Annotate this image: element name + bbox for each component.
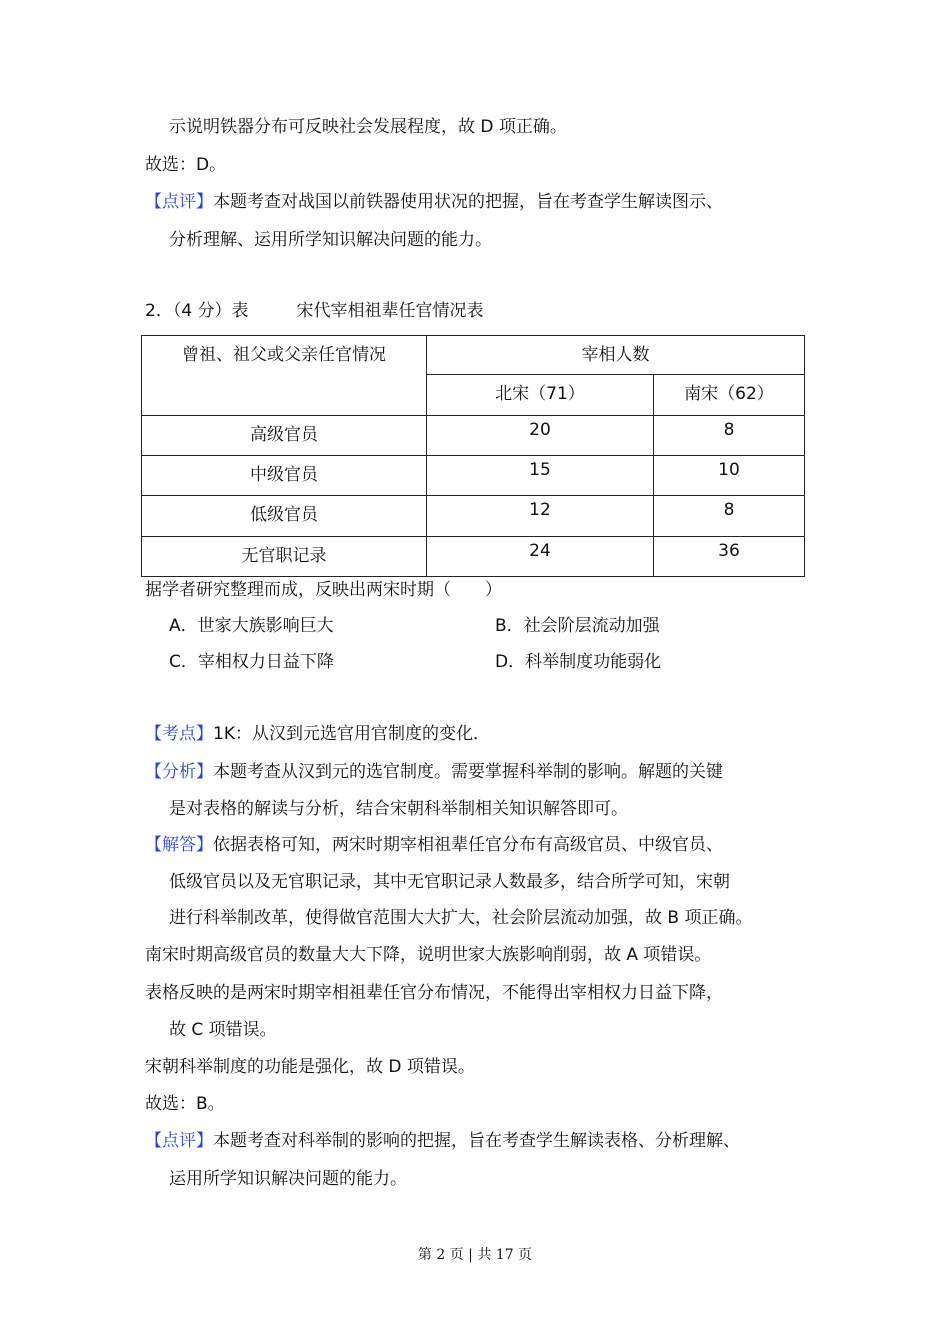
row-label: 高级官员 <box>142 416 427 456</box>
jieda-line <box>145 834 723 856</box>
option-d: D．科举制度功能弱化 <box>495 652 662 672</box>
question-title <box>145 300 484 322</box>
text-line: 表格反映的是两宋时期宰相祖辈任官分布情况，不能得出宰相权力日益下降， <box>145 983 723 1003</box>
cell-north: 12 <box>427 496 654 537</box>
comment-line <box>145 191 723 213</box>
text-line: 分析理解、运用所学知识解决问题的能力。 <box>169 230 492 250</box>
answer-line: 故选：B。 <box>145 1094 225 1114</box>
header-left: 曾祖、祖父或父亲任官情况 <box>142 336 427 416</box>
row-label: 无官职记录 <box>142 537 427 577</box>
dianping-tag: 【点评】 <box>145 1131 213 1151</box>
question-stem: 据学者研究整理而成，反映出两宋时期（ ） <box>145 580 502 600</box>
fenxi-line <box>145 761 723 783</box>
table-row <box>142 537 805 577</box>
text-line: 示说明铁器分布可反映社会发展程度，故 D 项正确。 <box>169 117 567 137</box>
dianping-line <box>145 1130 740 1152</box>
question-number: 2．（4 分）表 <box>145 301 249 321</box>
cell-south: 10 <box>654 456 805 496</box>
table-row <box>142 496 805 537</box>
option-a: A．世家大族影响巨大 <box>169 616 334 636</box>
cell-north: 20 <box>427 416 654 456</box>
text-line: 进行科举制改革，使得做官范围大大扩大，社会阶层流动加强，故 B 项正确。 <box>169 908 753 928</box>
answer-line: 故选：D。 <box>145 155 227 175</box>
jieda-tag: 【解答】 <box>145 835 213 855</box>
cell-south: 36 <box>654 537 805 577</box>
row-label: 中级官员 <box>142 456 427 496</box>
option-c: C．宰相权力日益下降 <box>169 652 334 672</box>
text-line: 宋朝科举制度的功能是强化，故 D 项错误。 <box>145 1057 475 1077</box>
header-group: 宰相人数 <box>427 336 805 375</box>
comment-tag: 【点评】 <box>145 192 213 212</box>
text-line: 南宋时期高级官员的数量大大下降，说明世家大族影响削弱，故 A 项错误。 <box>145 945 712 965</box>
kaodian-line <box>145 723 490 745</box>
text-line: 故 C 项错误。 <box>169 1020 277 1040</box>
table-row <box>142 416 805 456</box>
cell-north: 15 <box>427 456 654 496</box>
row-label: 低级官员 <box>142 496 427 537</box>
jieda-text: 依据表格可知，两宋时期宰相祖辈任官分布有高级官员、中级官员、 <box>213 835 723 855</box>
table-title: 宋代宰相祖辈任官情况表 <box>296 301 484 321</box>
kaodian-tag: 【考点】 <box>145 724 213 744</box>
cell-south: 8 <box>654 416 805 456</box>
data-table <box>141 335 805 577</box>
comment-text: 本题考查对战国以前铁器使用状况的把握，旨在考查学生解读图示、 <box>213 192 723 212</box>
sub-header-north: 北宋（71） <box>427 375 654 416</box>
table-row <box>142 456 805 496</box>
text-line: 低级官员以及无官职记录，其中无官职记录人数最多，结合所学可知，宋朝 <box>169 872 730 892</box>
sub-header-south: 南宋（62） <box>654 375 805 416</box>
kaodian-text: 1K：从汉到元选官用官制度的变化． <box>213 724 490 744</box>
cell-south: 8 <box>654 496 805 537</box>
fenxi-text: 本题考查从汉到元的选官制度。需要掌握科举制的影响。解题的关键 <box>213 762 723 782</box>
dianping-text: 本题考查对科举制的影响的把握，旨在考查学生解读表格、分析理解、 <box>213 1131 740 1151</box>
option-b: B．社会阶层流动加强 <box>495 616 660 636</box>
text-line: 是对表格的解读与分析，结合宋朝科举制相关知识解答即可。 <box>169 799 628 819</box>
text-line: 运用所学知识解决问题的能力。 <box>169 1169 407 1189</box>
fenxi-tag: 【分析】 <box>145 762 213 782</box>
cell-north: 24 <box>427 537 654 577</box>
page-footer: 第 2 页 | 共 17 页 <box>417 1247 533 1263</box>
